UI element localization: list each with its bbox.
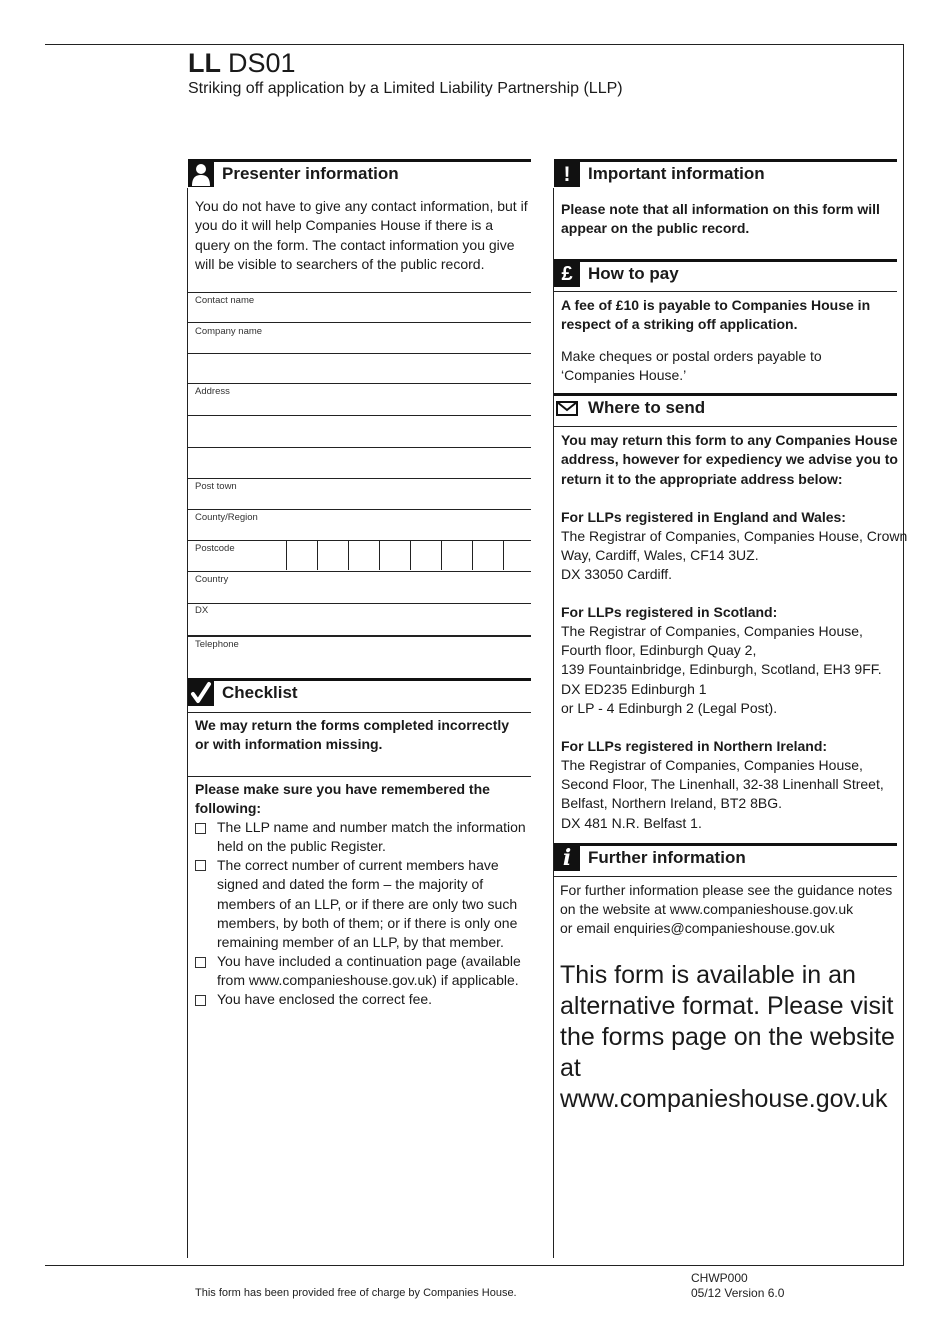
right-column-rule [553, 188, 554, 1258]
pay-cheques: Make cheques or postal orders payable to ‘Companies House.’ [561, 348, 822, 384]
company-name-line-2[interactable] [188, 354, 531, 383]
address-field-line-2[interactable] [188, 416, 531, 446]
exclamation-icon: ! [554, 162, 580, 187]
scotland-line: The Registrar of Companies, Companies House, [561, 623, 863, 639]
england-heading: For LLPs registered in England and Wales: [561, 509, 846, 525]
envelope-icon [554, 396, 580, 421]
company-name-field[interactable] [188, 323, 531, 352]
scotland-line: DX ED235 Edinburgh 1 [561, 681, 707, 697]
pay-section-title: How to pay [588, 264, 679, 283]
county-field[interactable] [188, 510, 531, 539]
checklist-intro: Please make sure you have remembered the following: [195, 781, 490, 817]
bottom-rule [45, 1265, 904, 1266]
checklist-checkbox[interactable] [195, 823, 206, 834]
presenter-intro: You do not have to give any contact information, but if you do it will help Companies House if there is a query on the form. The contact information you give will be visible to searchers of the public record. [195, 198, 528, 272]
checklist-checkbox[interactable] [195, 995, 206, 1006]
checklist-item: The correct number of current members have signed and dated the form – the majority of members of an LLP, or if there are only two such members, by both of them; or if there is only one remaining member of an LLP, by that member. [217, 857, 518, 951]
pay-fee: A fee of £10 is payable to Companies House in respect of a striking off application. [561, 297, 871, 333]
address-field-line-1[interactable] [188, 384, 531, 414]
presenter-section-title: Presenter information [222, 164, 399, 183]
scotland-line: 139 Fountainbridge, Edinburgh, Scotland, EH3 9FF. [561, 661, 882, 677]
further-line: or email enquiries@companieshouse.gov.uk [560, 920, 835, 936]
checklist-section-title: Checklist [222, 683, 298, 702]
presenter-section-header [188, 159, 531, 187]
england-line: DX 33050 Cardiff. [561, 566, 673, 582]
address-label: Address [195, 386, 230, 397]
checklist-item: You have enclosed the correct fee. [217, 991, 433, 1007]
alternative-format-notice: This form is available in an alternative format. Please visit the forms page on the website at www.companieshouse.gov.uk [560, 961, 895, 1113]
ni-line: DX 481 N.R. Belfast 1. [561, 815, 702, 831]
county-label: County/Region [195, 512, 258, 523]
scotland-line: Fourth floor, Edinburgh Quay 2, [561, 642, 757, 658]
checklist-checkbox[interactable] [195, 957, 206, 968]
form-code-prefix: LL [188, 48, 221, 78]
further-rule [554, 876, 897, 877]
checklist-warning: We may return the forms completed incorrectly or with information missing. [195, 717, 510, 753]
checklist-rule [188, 712, 531, 713]
telephone-label: Telephone [195, 639, 239, 650]
form-subtitle: Striking off application by a Limited Liability Partnership (LLP) [188, 80, 623, 97]
send-intro: You may return this form to any Companies House address, however for expediency we advise you to return it to the appropriate address below: [561, 432, 898, 487]
ni-line: The Registrar of Companies, Companies House, [561, 757, 863, 773]
important-text: Please note that all information on this form will appear on the public record. [561, 201, 880, 237]
footer-free-notice: This form has been provided free of charge by Companies House. [195, 1287, 517, 1299]
checklist-checkbox[interactable] [195, 860, 206, 871]
postcode-field[interactable] [286, 541, 531, 570]
telephone-field[interactable] [188, 637, 531, 665]
further-line: on the website at www.companieshouse.gov.uk [560, 901, 854, 917]
postcode-label: Postcode [195, 543, 235, 554]
contact-name-label: Contact name [195, 295, 255, 306]
country-field[interactable] [188, 572, 531, 602]
further-section-header [554, 843, 897, 871]
ni-line: Belfast, Northern Ireland, BT2 8BG. [561, 795, 782, 811]
right-rule [903, 44, 904, 1266]
further-line: For further information please see the guidance notes [560, 882, 893, 898]
dx-label: DX [195, 605, 209, 616]
post-town-field[interactable] [188, 479, 531, 509]
company-name-label: Company name [195, 326, 263, 337]
send-rule [554, 426, 897, 427]
ni-heading: For LLPs registered in Northern Ireland: [561, 738, 828, 754]
pound-icon: £ [554, 262, 580, 287]
top-rule [45, 44, 904, 45]
pay-rule [554, 291, 897, 292]
post-town-label: Post town [195, 481, 237, 492]
address-field-line-3[interactable] [188, 448, 531, 478]
dx-field[interactable] [188, 604, 531, 635]
form-code-number: DS01 [228, 48, 296, 78]
scotland-line: or LP - 4 Edinburgh 2 (Legal Post). [561, 700, 778, 716]
send-section-header [554, 393, 897, 421]
further-section-title: Further information [588, 848, 746, 867]
pay-section-header [554, 259, 897, 287]
send-section-title: Where to send [588, 398, 706, 417]
checklist-item: The LLP name and number match the information held on the public Register. [217, 819, 526, 855]
checklist-section-header [188, 678, 531, 706]
scotland-heading: For LLPs registered in Scotland: [561, 604, 778, 620]
england-line: Way, Cardiff, Wales, CF14 3UZ. [561, 547, 759, 563]
info-icon: i [554, 846, 580, 871]
important-section-header [554, 159, 897, 187]
checklist-rule [188, 776, 531, 777]
ni-line: Second Floor, The Linenhall, 32-38 Linenhall Street, [561, 776, 884, 792]
footer-version: 05/12 Version 6.0 [691, 1286, 785, 1300]
important-section-title: Important information [588, 164, 765, 183]
england-line: The Registrar of Companies, Companies House, Crown [561, 528, 908, 544]
checklist-item: You have included a continuation page (available from www.companieshouse.gov.uk) if applicable. [217, 953, 521, 989]
country-label: Country [195, 574, 229, 585]
person-icon [188, 162, 214, 187]
footer-reference: CHWP000 [691, 1271, 748, 1285]
tick-icon [188, 681, 214, 706]
contact-name-field[interactable] [188, 293, 531, 322]
form-code [188, 48, 296, 78]
